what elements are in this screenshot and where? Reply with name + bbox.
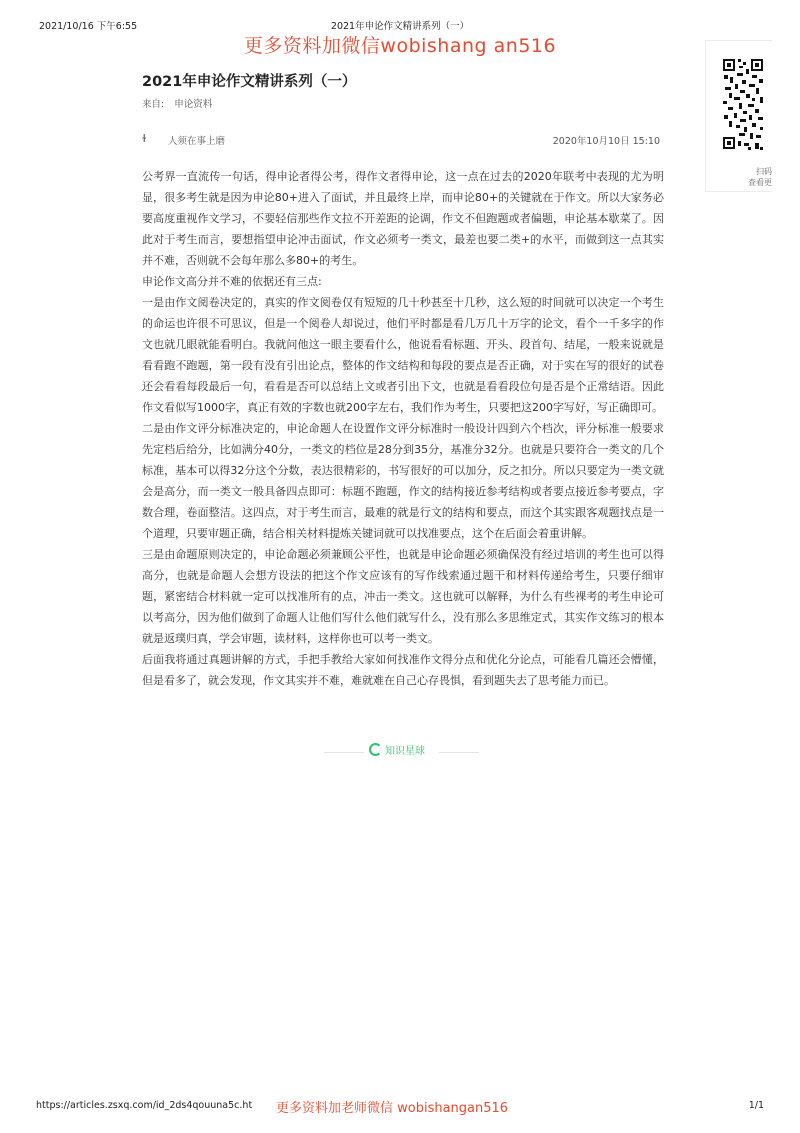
qr-panel[interactable] [705, 40, 772, 192]
qr-code-icon[interactable] [722, 57, 764, 152]
paragraph: 二是由作文评分标准决定的，申论命题人在设置作文评分标准时一般设计四到六个档次，评分标准一般要求先定档后给分，比如满分40分，一类文的档位是28分到35分，基准分32分。也就是只要符合一类文的几个标准，基本可以得32分这个分数，表达很精彩的，书写很好的可以加分，反之扣分。所以只要定为一类文就会是高分，而一类文一般具备四点即可：标题不跑题，作文的结构接近参考结构或者要点接近参考要点，字数合理，卷面整洁。这四点，对于考生而言，最难的就是行文的结构和要点，而这个其实跟客观题找点是一个道理，只要审题正确，结合相关材料提炼关键词就可以找准要点，这个在后面会着重讲解。 [142, 422, 664, 540]
planet-icon [369, 743, 382, 756]
print-date: 2021/10/16 下午6:55 [39, 21, 138, 32]
brand-name: 知识星球 [385, 746, 425, 757]
article-title: 2021年申论作文精讲系列（一） [142, 74, 357, 90]
paragraph: 申论作文高分并不难的依据还有三点: [142, 275, 322, 288]
qr-caption: 扫码 查看更 [748, 167, 772, 187]
brand-link[interactable] [369, 743, 425, 761]
watermark-bottom: 更多资料加老师微信 wobishangan516 [276, 1101, 509, 1116]
paragraph: 一是由作文阅卷决定的，真实的作文阅卷仅有短短的几十秒甚至十几秒，这么短的时间就可以决定一个考生的命运也许很不可思议，但是一个阅卷人却说过，他们平时都是看几万几十万字的论文，看个一千多字的作文也就几眼就能看明白。我就问他这一眼主要看什么，他说看看标题、开头、段首句、结尾，一般来说就是看看跑不跑题，第一段有没有引出论点，整体的作文结构和每段的要点是否正确，对于实在写的很好的试卷还会看看每段最后一句，看看是否可以总结上文或者引出下文，也就是看看段位句是否是个正常结语。因此作文看似写1000字，真正有效的字数也就200字左右，我们作为考生，只要把这200字写好，写正确即可。 [142, 296, 664, 414]
divider-right [439, 752, 479, 753]
post-time: 2020年10月10日 15:10 [552, 136, 660, 147]
divider-left [324, 752, 364, 753]
article-source [142, 96, 212, 110]
author-avatar[interactable]: ɫ [142, 132, 147, 145]
article-body [142, 166, 664, 691]
print-title: 2021年申论作文精讲系列（一） [330, 21, 470, 32]
source-name-link[interactable]: 申论资料 [174, 99, 213, 110]
paragraph: 公考界一直流传一句话，得申论者得公考，得作文者得申论，这一点在过去的2020年联考中表现的尤为明显，很多考生就是因为申论80+进入了面试，并且最终上岸，而申论80+的关键就在于作文。所以大家务必要高度重视作文学习，不要轻信那些作文拉不开差距的论调，作文不但跑题或者偏题，申论基本歇菜了。因此对于考生而言，要想指望申论冲击面试，作文必须考一类文，最差也要二类+的水平，而做到这一点其实并不难，否则就不会每年那么多80+的考生。 [142, 170, 664, 267]
page-number: 1/1 [748, 1100, 764, 1111]
print-footer [0, 1100, 800, 1116]
brand-footer [324, 743, 479, 761]
source-label: 来自: [142, 99, 165, 110]
paragraph: 三是由命题原则决定的，申论命题必须兼顾公平性，也就是申论命题必须确保没有经过培训的考生也可以得高分，也就是命题人会想方设法的把这个作文应该有的写作线索通过题干和材料传递给考生，只要仔细审题，紧密结合材料就一定可以找准所有的点，冲击一类文。这也就可以解释，为什么有些裸考的考生申论可以考高分，因为他们做到了命题人让他们写什么他们就写什么，没有那么多思维定式，其实作文练习的根本就是返璞归真，学会审题，读材料，这样你也可以考一类文。 [142, 548, 664, 645]
author-row [142, 133, 660, 149]
print-url: https://articles.zsxq.com/id_2ds4qouuna5c.ht [36, 1100, 253, 1111]
author-name[interactable]: 人须在事上磨 [168, 136, 226, 147]
paragraph: 后面我将通过真题讲解的方式，手把手教给大家如何找准作文得分点和优化分论点，可能看几篇还会懵懂，但是看多了，就会发现，作文其实并不难，难就难在自己心存畏惧，看到题失去了思考能力而已。 [142, 653, 664, 687]
watermark-top: 更多资料加微信wobishang an516 [243, 35, 557, 57]
